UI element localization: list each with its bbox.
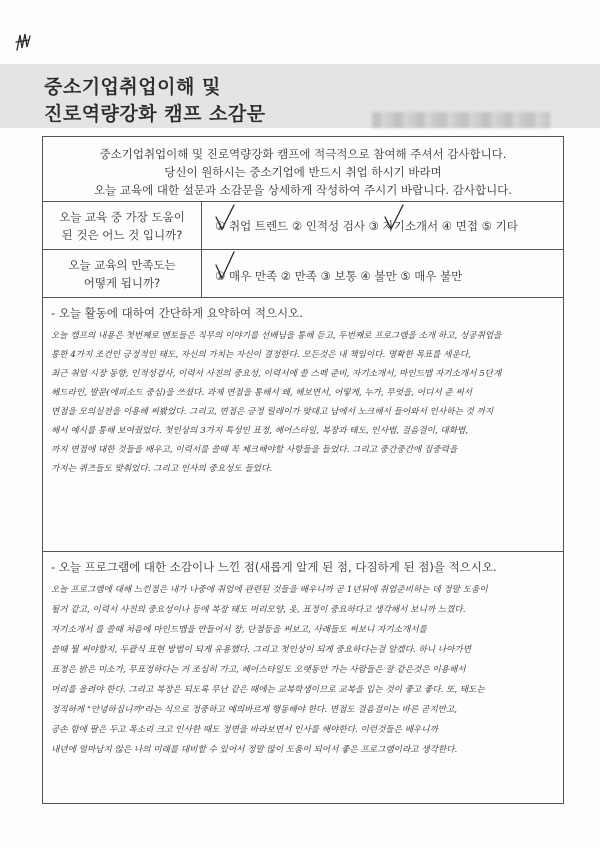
handwritten-line: 통한 4가지 조건인 긍정적인 태도, 자신의 가치는 자신이 결정한다. 모든것은 내 책임이다. 명확한 목표를 세운다,: [51, 350, 471, 360]
question-row-helpful: [43, 201, 563, 250]
check-mark-option3: [382, 203, 406, 233]
check-mark-option1: [213, 203, 237, 233]
handwritten-line: 해서 예시를 통해 보여줬었다. 첫인상의 3가지 특성인 표정, 헤어스타일, 복장과 태도, 인사법, 걸음걸이, 대화법,: [51, 426, 469, 436]
page-title-line2: 진로역량강화 캠프 소감문: [44, 103, 266, 125]
handwritten-line: 오늘 캠프의 내용은 첫번째로 멘토들은 직무의 이야기를 선배님을 통해 듣고, 두번째로 프로그램을 소개 하고, 성공취업을: [51, 331, 502, 341]
reflection-section: [43, 551, 563, 803]
handwritten-line: 머리를 올려야 한다. 그리고 복장은 되도록 무난 같은 때에는 교복학생이므로 교복을 입는 것이 좋고 좋다. 또, 태도는: [51, 685, 485, 695]
handwritten-line: 쓸때 뭘 써야할지, 두괄식 표현 방법이 되게 유용했다. 그리고 첫인상이 되게 중요하다는걸 알겠다. 하니 나아가면: [51, 645, 472, 655]
handwritten-line: 공손 함에 팔은 두고 목소리 크고 인사한 때도 정면을 바라보면서 인사를 해야한다. 이런것들은 배우니까: [51, 725, 438, 735]
satisfaction-options: ① 매우 만족 ② 만족 ③ 보통 ④ 불만 ⑤ 매우 불만: [215, 269, 463, 283]
reflection-heading: - 오늘 프로그램에 대한 소감이나 느낀 점(새롭게 알게 된 점, 다짐하게 된 점)을 적으시오.: [51, 560, 497, 574]
handwritten-line: 헤드라인, 발문(에피소드 중심)을 쓰셨다. 과제 면접을 통해서 왜, 해보면서, 어떻게, 누가, 무엇을, 어디서 준 써서: [51, 388, 473, 398]
handwritten-line: 정직하게 "안녕하십니까"라는 식으로 정중하고 예의바르게 행동해야 한다. 면접도 걸음걸이는 바른 곧지만고,: [51, 705, 457, 715]
summary-section: [43, 297, 563, 552]
survey-form: [42, 136, 564, 804]
redacted-name-strip: [372, 112, 550, 128]
helpful-options: ① 취업 트렌드 ② 인적성 검사 ③ 자기소개서 ④ 면접 ⑤ 기타: [215, 219, 518, 233]
handwritten-line: 될거 같고, 이력서 사진의 중요성이나 등에 복장 태도 머리모양, 옷, 표정이 중요하다고 생각해서 보니까 느꼈다.: [51, 605, 466, 615]
page-title-line1: 중소기업취업이해 및: [44, 76, 221, 98]
intro-line-2: 당신이 원하시는 중소기업에 반드시 취업 하시기 바라며: [164, 165, 442, 179]
intro-line-1: 중소기업취업이해 및 진로역량강화 캠프에 적극적으로 참여해 주셔서 감사합니다.: [99, 147, 507, 161]
question-cell: [43, 201, 202, 249]
question-text-line2: 된 것은 어느 것 입니까?: [61, 228, 183, 242]
question-cell: [43, 249, 202, 297]
intro-section: [43, 137, 563, 202]
summary-heading: - 오늘 활동에 대하여 간단하게 요약하여 적으시오.: [51, 306, 303, 320]
handwritten-line: 오늘 프로그램에 대해 느낀점은 내가 나중에 취업에 관련된 것들을 배우니까 곧 1년뒤에 취업준비하는 데 정말 도움이: [51, 585, 488, 595]
question-text-line1: 오늘 교육의 만족도는: [68, 258, 176, 272]
question-row-satisfaction: [43, 249, 563, 298]
check-mark-very-satisfied: [213, 249, 237, 281]
handwritten-line: 까지 면접에 대한 것들을 배우고, 이력서를 쓸때 꼭 체크해야할 사항들을 들었다. 그리고 중간중간에 집중력을: [51, 445, 458, 455]
handwritten-line: 면접을 모의실전을 이용해 써봤었다. 그리고, 면접은 긍정 릴레이가 맞대고 남에서 노크해서 들어와서 인사하는 것 까지: [51, 407, 494, 417]
ink-scribble-mark: [14, 32, 32, 52]
question-text-line1: 오늘 교육 중 가장 도움이: [59, 210, 185, 224]
handwritten-line: 내년에 얼마남지 않은 나의 미래를 대비할 수 있어서 정말 많이 도움이 되어서 좋은 프로그램이라고 생각한다.: [51, 745, 458, 755]
handwritten-line: 최근 취업 시장 동향, 인적성검사, 이력서 사진의 중요성, 이력서에 쓸 스펙 준비, 자기소개서, 마인드맵 자기소개서 5단계: [51, 369, 502, 379]
intro-line-3: 오늘 교육에 대한 설문과 소감문을 상세하게 작성하여 주시기 바랍니다. 감사합니다.: [94, 183, 512, 197]
question-text-line2: 어떻게 됩니까?: [83, 276, 161, 290]
handwritten-line: 표정은 밝은 미소가, 무표정하다는 거 조심히 가고, 헤어스타일도 오랫동안 가는 사람들은 잘 같은것은 이용해서: [51, 665, 466, 675]
handwritten-line: 가지는 퀴즈들도 맞춰었다. 그리고 인사의 중요성도 들었다.: [51, 464, 273, 474]
handwritten-line: 자기소개서 를 쓸때 처음에 마인드맵을 만들어서 장, 단점등을 써보고, 사례들도 써보니 자기소개서를: [51, 625, 427, 635]
